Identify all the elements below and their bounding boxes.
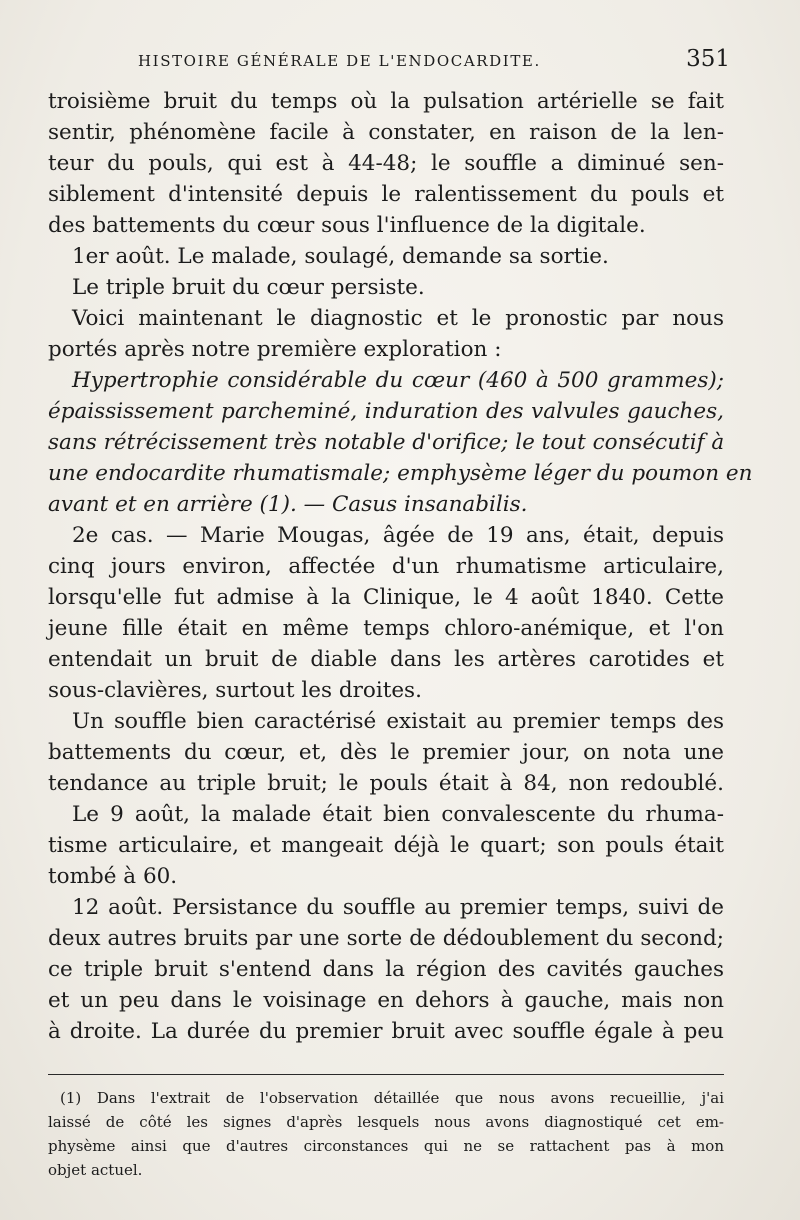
- text-line: troisième bruit du temps où la pulsation artérielle se fait: [48, 89, 724, 114]
- text-line: sentir, phénomène facile à constater, en raison de la len-: [48, 120, 724, 145]
- footnote-line: physème ainsi que d'autres circonstances qui ne se rattachent pas à mon: [48, 1137, 724, 1155]
- text-line: cinq jours environ, affectée d'un rhumatisme articulaire,: [48, 554, 724, 579]
- text-line: et un peu dans le voisinage en dehors à gauche, mais non: [48, 988, 724, 1013]
- text-line: 1er août. Le malade, soulagé, demande sa sortie.: [72, 244, 609, 269]
- text-line: entendait un bruit de diable dans les artères carotides et: [48, 647, 724, 672]
- text-line: Le 9 août, la malade était bien convalescente du rhuma-: [72, 802, 724, 827]
- text-line: Le triple bruit du cœur persiste.: [72, 275, 425, 300]
- text-line: siblement d'intensité depuis le ralentissement du pouls et: [48, 182, 724, 207]
- text-line: teur du pouls, qui est à 44-48; le souffle a diminué sen-: [48, 151, 724, 176]
- footnote-divider: [48, 1074, 724, 1075]
- footnote-line: (1) Dans l'extrait de l'observation détaillée que nous avons recueillie, j'ai: [60, 1089, 724, 1107]
- page-number: 351: [686, 46, 730, 72]
- running-title: HISTOIRE GÉNÉRALE DE L'ENDOCARDITE.: [138, 52, 541, 70]
- text-line: 12 août. Persistance du souffle au premier temps, suivi de: [72, 895, 724, 920]
- footnote-line: laissé de côté les signes d'après lesquels nous avons diagnostiqué cet em-: [48, 1113, 724, 1131]
- text-line: Voici maintenant le diagnostic et le pronostic par nous: [72, 306, 724, 331]
- running-head: [50, 46, 730, 74]
- text-line: ce triple bruit s'entend dans la région des cavités gauches: [48, 957, 724, 982]
- text-line: sous-clavières, surtout les droites.: [48, 678, 422, 703]
- text-line: tendance au triple bruit; le pouls était à 84, non redoublé.: [48, 771, 724, 796]
- text-line: deux autres bruits par une sorte de dédoublement du second;: [48, 926, 724, 951]
- text-line: battements du cœur, et, dès le premier jour, on nota une: [48, 740, 724, 765]
- text-line: avant et en arrière (1). — Casus insanabilis.: [48, 492, 528, 517]
- footnote: [48, 1086, 724, 1182]
- text-line: une endocardite rhumatismale; emphysème léger du poumon en: [48, 461, 753, 486]
- text-line: portés après notre première exploration :: [48, 337, 502, 362]
- text-line: épaississement parcheminé, induration des valvules gauches,: [48, 399, 724, 424]
- text-line: Hypertrophie considérable du cœur (460 à 500 grammes);: [72, 368, 724, 393]
- footnote-line: objet actuel.: [48, 1161, 143, 1179]
- text-line: à droite. La durée du premier bruit avec souffle égale à peu: [48, 1019, 724, 1044]
- text-line: des battements du cœur sous l'influence de la digitale.: [48, 213, 646, 238]
- text-line: tombé à 60.: [48, 864, 178, 889]
- text-line: lorsqu'elle fut admise à la Clinique, le 4 août 1840. Cette: [48, 585, 724, 610]
- text-line: sans rétrécissement très notable d'orifice; le tout consécutif à: [48, 430, 725, 455]
- text-line: jeune fille était en même temps chloro-anémique, et l'on: [48, 616, 724, 641]
- body-text: [48, 86, 753, 1047]
- text-line: Un souffle bien caractérisé existait au premier temps des: [72, 709, 724, 734]
- text-line: 2e cas. — Marie Mougas, âgée de 19 ans, était, depuis: [72, 523, 724, 548]
- text-line: tisme articulaire, et mangeait déjà le quart; son pouls était: [48, 833, 724, 858]
